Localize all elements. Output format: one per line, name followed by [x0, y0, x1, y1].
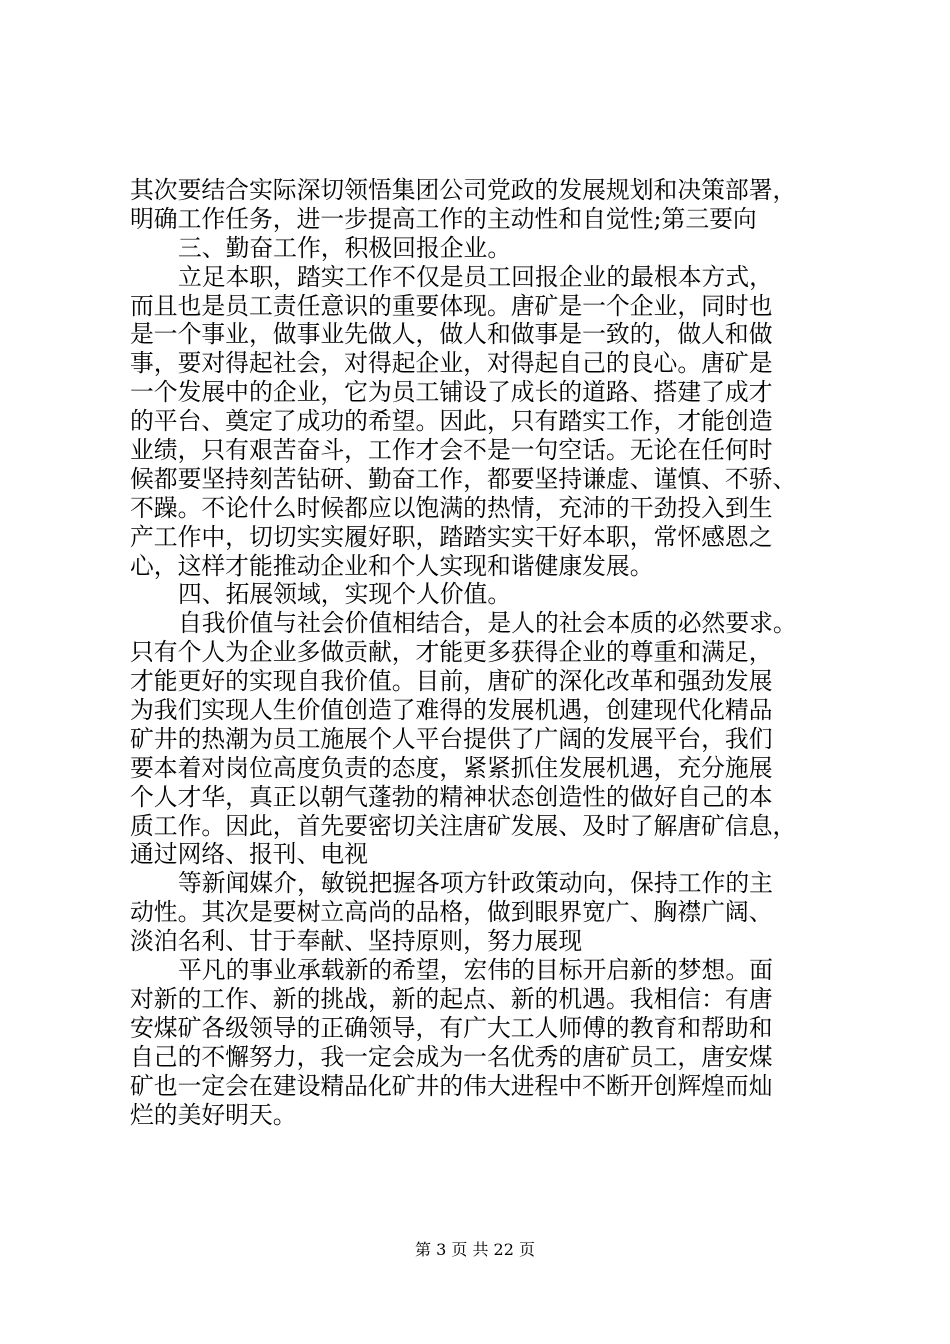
text-line: 只有个人为企业多做贡献，才能更多获得企业的尊重和满足， — [130, 638, 773, 667]
text-line: 质工作。因此，首先要密切关注唐矿发展、及时了解唐矿信息， — [130, 811, 797, 840]
text-line: 而且也是员工责任意识的重要体现。唐矿是一个企业，同时也 — [130, 291, 773, 320]
text-line: 事，要对得起社会，对得起企业，对得起自己的良心。唐矿是 — [130, 349, 773, 378]
text-line: 业绩，只有艰苦奋斗，工作才会不是一句空话。无论在任何时 — [130, 436, 773, 465]
text-line: 产工作中，切切实实履好职，踏踏实实干好本职，常怀感恩之 — [130, 522, 773, 551]
text-line: 矿井的热潮为员工施展个人平台提供了广阔的发展平台，我们 — [130, 724, 773, 753]
text-line: 要本着对岗位高度负责的态度，紧紧抓住发展机遇，充分施展 — [130, 753, 773, 782]
text-line: 安煤矿各级领导的正确领导，有广大工人师傅的教育和帮助和 — [130, 1013, 773, 1042]
text-line: 淡泊名利、甘于奉献、坚持原则，努力展现 — [130, 927, 583, 956]
document-body — [130, 176, 835, 1129]
text-line: 通过网络、报刊、电视 — [130, 840, 368, 869]
text-line: 等新闻媒介，敏锐把握各项方针政策动向，保持工作的主 — [178, 869, 773, 898]
text-line: 对新的工作、新的挑战，新的起点、新的机遇。我相信：有唐 — [130, 984, 773, 1013]
text-line: 才能更好的实现自我价值。目前，唐矿的深化改革和强劲发展 — [130, 667, 773, 696]
text-line: 心，这样才能推动企业和个人实现和谐健康发展。 — [130, 551, 654, 580]
text-line: 平凡的事业承载新的希望，宏伟的目标开启新的梦想。面 — [178, 956, 773, 985]
text-line: 明确工作任务，进一步提高工作的主动性和自觉性;第三要向 — [130, 204, 757, 233]
text-line: 烂的美好明天。 — [130, 1100, 297, 1129]
text-line: 一个发展中的企业，它为员工铺设了成长的道路、搭建了成才 — [130, 378, 773, 407]
text-line: 候都要坚持刻苦钻研、勤奋工作，都要坚持谦虚、谨慎、不骄、 — [130, 464, 797, 493]
text-line: 为我们实现人生价值创造了难得的发展机遇，创建现代化精品 — [130, 696, 773, 725]
text-line: 动性。其次是要树立高尚的品格，做到眼界宽广、胸襟广阔、 — [130, 898, 773, 927]
text-line: 不躁。不论什么时候都应以饱满的热情，充沛的干劲投入到生 — [130, 493, 773, 522]
section-heading: 三、勤奋工作，积极回报企业。 — [178, 233, 512, 262]
text-line: 矿也一定会在建设精品化矿井的伟大进程中不断开创辉煌而灿 — [130, 1071, 773, 1100]
text-line: 自己的不懈努力，我一定会成为一名优秀的唐矿员工，唐安煤 — [130, 1042, 773, 1071]
text-line: 的平台、奠定了成功的希望。因此，只有踏实工作，才能创造 — [130, 407, 773, 436]
page-number-footer: 第 3 页 共 22 页 — [415, 1240, 535, 1259]
section-heading: 四、拓展领域，实现个人价值。 — [178, 580, 512, 609]
text-line: 个人才华，真正以朝气蓬勃的精神状态创造性的做好自己的本 — [130, 782, 773, 811]
text-line: 是一个事业，做事业先做人，做人和做事是一致的，做人和做 — [130, 320, 773, 349]
text-line: 自我价值与社会价值相结合，是人的社会本质的必然要求。 — [178, 609, 797, 638]
text-line: 其次要结合实际深切领悟集团公司党政的发展规划和决策部署， — [130, 176, 797, 204]
text-line: 立足本职，踏实工作不仅是员工回报企业的最根本方式， — [178, 262, 773, 291]
